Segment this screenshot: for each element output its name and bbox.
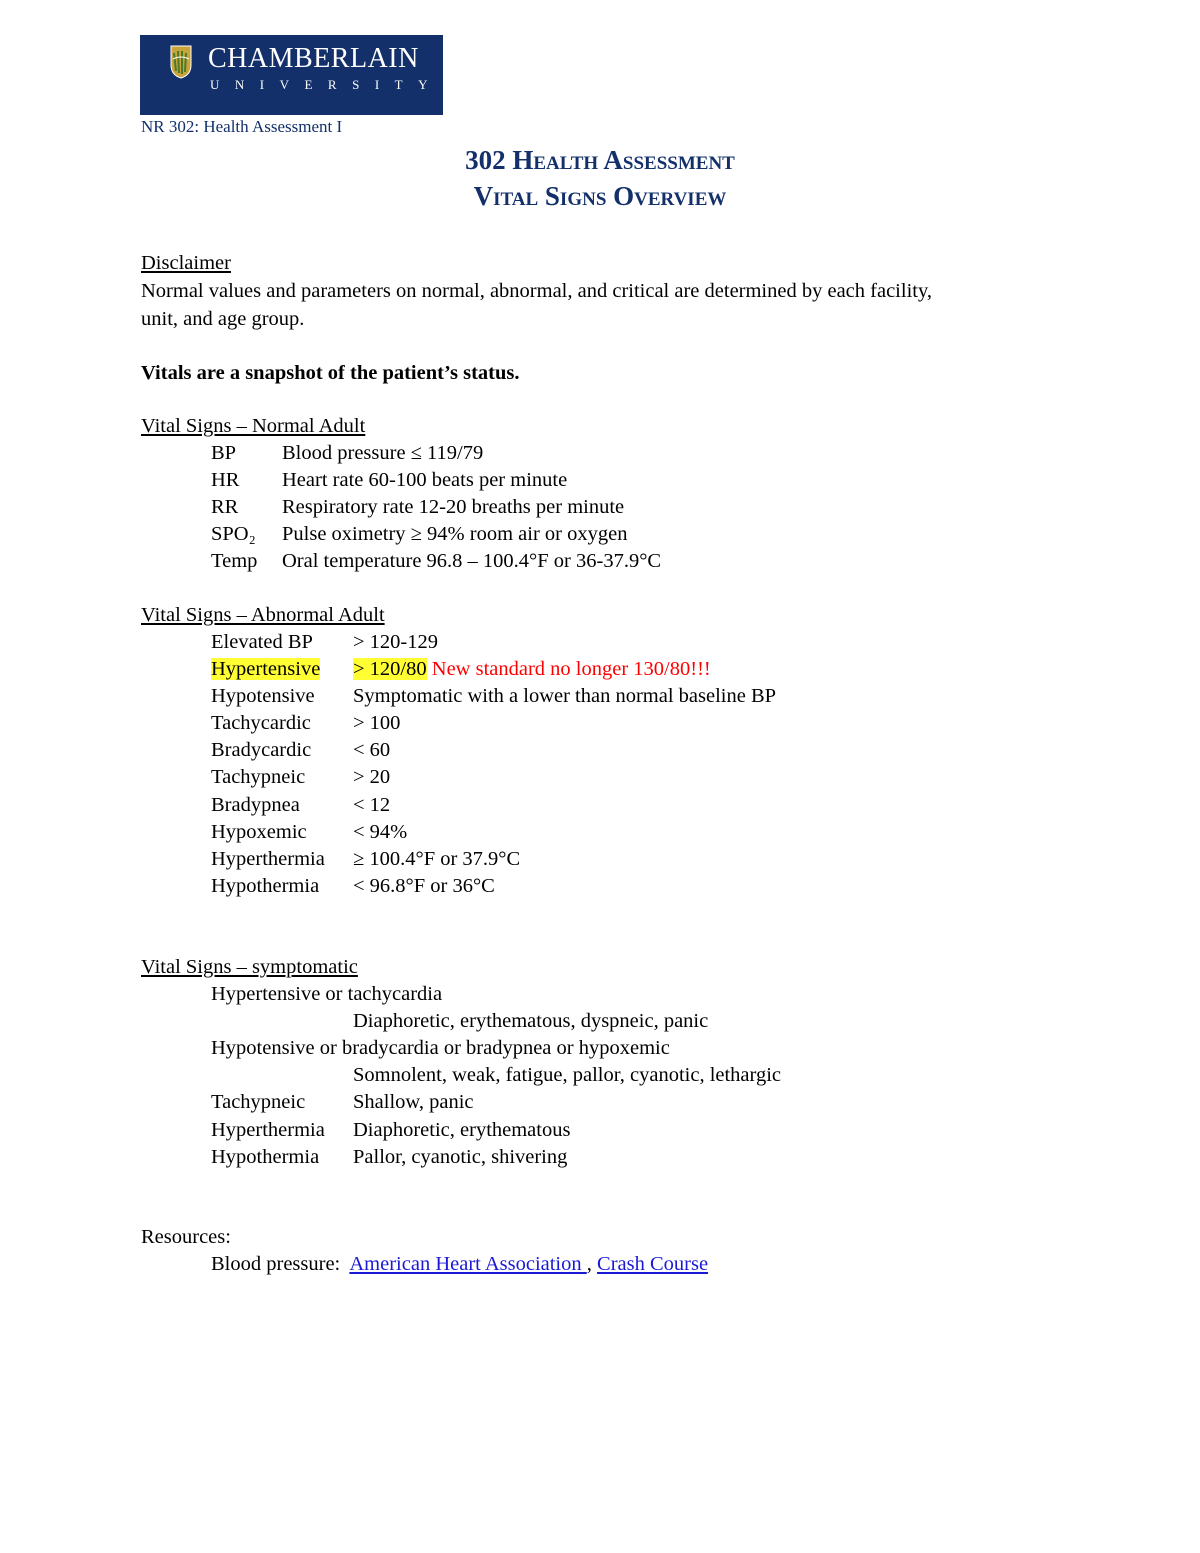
link-separator: ,	[586, 1253, 592, 1275]
symptomatic-term: Tachypneic	[211, 1091, 306, 1113]
resources-heading: Resources:	[141, 1226, 231, 1248]
abnormal-value: ≥ 100.4°F or 37.9°C	[353, 848, 521, 870]
abnormal-value: Symptomatic with a lower than normal baseline BP	[353, 685, 777, 707]
crash-course-link[interactable]: Crash Course	[597, 1253, 709, 1275]
symptomatic-value: Pallor, cyanotic, shivering	[353, 1146, 568, 1168]
abnormal-term: Tachycardic	[211, 712, 311, 734]
normal-desc: Pulse oximetry ≥ 94% room air or oxygen	[282, 523, 628, 545]
abnormal-value: < 96.8°F or 36°C	[353, 875, 495, 897]
symptomatic-heading: Vital Signs – symptomatic	[141, 956, 358, 978]
disclaimer-text-1: Normal values and parameters on normal, abnormal, and critical are determined by each facility,	[141, 280, 933, 302]
normal-desc: Heart rate 60-100 beats per minute	[282, 469, 568, 491]
symptomatic-value: Diaphoretic, erythematous	[353, 1119, 571, 1141]
resources-line	[211, 1251, 708, 1278]
abnormal-term: Hypoxemic	[211, 821, 307, 843]
normal-abbr: BP	[211, 442, 237, 464]
abnormal-value: > 100	[353, 712, 401, 734]
normal-abbr: SPO₂	[211, 523, 256, 545]
normal-abbr: Temp	[211, 550, 258, 572]
normal-heading: Vital Signs – Normal Adult	[141, 415, 366, 437]
abnormal-value: > 120-129	[353, 631, 439, 653]
abnormal-heading: Vital Signs – Abnormal Adult	[141, 604, 385, 626]
abnormal-term: Bradypnea	[211, 794, 300, 816]
abnormal-value: < 12	[353, 794, 391, 816]
symptomatic-group-label: Hypotensive or bradycardia or bradypnea or hypoxemic	[211, 1037, 670, 1059]
disclaimer-heading: Disclaimer	[141, 252, 231, 274]
american-heart-association-link[interactable]: American Heart Association	[349, 1253, 587, 1275]
normal-desc: Oral temperature 96.8 – 100.4°F or 36-37.9°C	[282, 550, 662, 572]
disclaimer-text-2: unit, and age group.	[141, 308, 305, 330]
bp-resource-label: Blood pressure:	[211, 1253, 341, 1275]
abnormal-term-highlighted	[211, 656, 320, 683]
snapshot-statement: Vitals are a snapshot of the patient’s status.	[141, 362, 520, 384]
normal-desc: Blood pressure ≤ 119/79	[282, 442, 484, 464]
abnormal-term: Hypotensive	[211, 685, 315, 707]
new-standard-note: New standard no longer 130/80!!!	[431, 658, 711, 680]
document-title-line1: 302 Health Assessment	[465, 145, 735, 175]
abnormal-value-highlighted	[353, 656, 711, 683]
normal-abbr: RR	[211, 496, 239, 518]
normal-desc: Respiratory rate 12-20 breaths per minute	[282, 496, 625, 518]
abnormal-value: < 60	[353, 739, 391, 761]
university-logo	[140, 35, 443, 115]
abnormal-value: > 20	[353, 766, 391, 788]
logo-subtitle: UNIVERSITY	[210, 77, 443, 92]
normal-abbr: HR	[211, 469, 240, 491]
logo-name: CHAMBERLAIN	[208, 43, 419, 74]
symptomatic-group-label: Hypertensive or tachycardia	[211, 983, 443, 1005]
symptomatic-value: Shallow, panic	[353, 1091, 474, 1113]
abnormal-value: < 94%	[353, 821, 408, 843]
shield-crest-icon	[170, 45, 192, 79]
abnormal-term: Tachypneic	[211, 766, 306, 788]
abnormal-term: Bradycardic	[211, 739, 312, 761]
document-title-line2: Vital Signs Overview	[473, 181, 727, 211]
highlighted-term: Hypertensive	[211, 658, 321, 680]
abnormal-term: Hyperthermia	[211, 848, 325, 870]
symptomatic-group-signs: Diaphoretic, erythematous, dyspneic, panic	[353, 1010, 709, 1032]
abnormal-term: Hypothermia	[211, 875, 320, 897]
symptomatic-term: Hyperthermia	[211, 1119, 325, 1141]
highlighted-value: > 120/80	[353, 658, 427, 680]
course-code: NR 302: Health Assessment I	[141, 117, 343, 136]
symptomatic-group-signs: Somnolent, weak, fatigue, pallor, cyanotic, lethargic	[353, 1064, 782, 1086]
abnormal-term: Elevated BP	[211, 631, 313, 653]
symptomatic-term: Hypothermia	[211, 1146, 320, 1168]
